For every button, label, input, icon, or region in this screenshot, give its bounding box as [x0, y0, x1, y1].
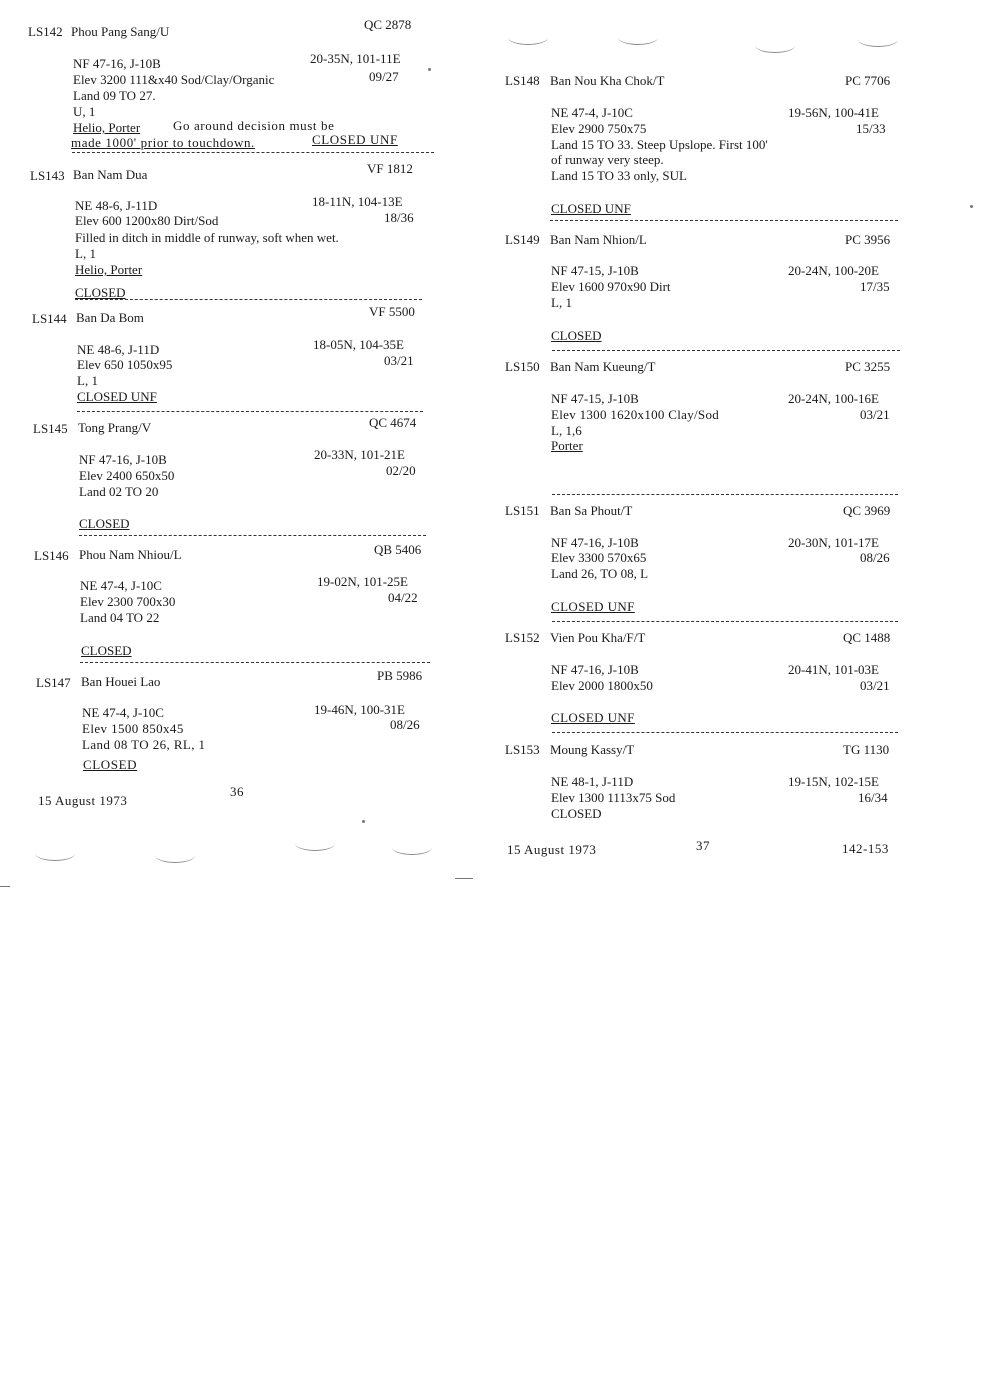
- coordinates: 20-33N, 101-21E: [314, 447, 405, 462]
- binder-hole-mark: [295, 836, 335, 851]
- status-badge: CLOSED UNF: [77, 389, 157, 404]
- runway-heading: 18/36: [384, 210, 414, 225]
- grid-ref: VF 1812: [367, 161, 413, 176]
- scan-edge-line: [455, 878, 473, 879]
- site-name: Vien Pou Kha/F/T: [550, 630, 646, 645]
- runway-heading: 16/34: [858, 790, 888, 805]
- site-name: Ban Houei Lao: [81, 674, 161, 689]
- grid-ref: PB 5986: [377, 668, 423, 683]
- page-range: 142-153: [842, 841, 889, 856]
- grid-ref: QB 5406: [374, 542, 422, 557]
- page-number: 36: [230, 784, 244, 799]
- chart-ref: NF 47-15, J-10B: [551, 391, 639, 406]
- scan-speck: [970, 205, 973, 208]
- elevation-line: Elev 650 1050x95: [77, 357, 173, 372]
- status-badge: CLOSED: [81, 643, 132, 658]
- scan-speck: [362, 820, 365, 823]
- status-badge: CLOSED UNF: [312, 132, 398, 147]
- separator-line: [80, 662, 430, 663]
- site-id: LS145: [33, 421, 68, 436]
- chart-ref: NF 47-16, J-10B: [551, 662, 639, 677]
- remark-line: Go around decision must be: [173, 118, 335, 133]
- elevation-line: Elev 2300 700x30: [80, 594, 176, 609]
- aircraft-type: Helio, Porter: [73, 120, 141, 135]
- chart-ref: NE 48-6, J-11D: [77, 342, 160, 357]
- remark-line: made 1000' prior to touchdown.: [71, 135, 255, 150]
- runway-heading: 08/26: [390, 717, 420, 732]
- status-badge: CLOSED: [551, 328, 602, 343]
- site-name: Ban Sa Phout/T: [550, 503, 633, 518]
- note-line: Land 15 TO 33 only, SUL: [551, 168, 687, 183]
- chart-ref: NF 47-15, J-10B: [551, 263, 639, 278]
- note-line: Land 26, TO 08, L: [551, 566, 649, 581]
- note-line: U, 1: [73, 104, 96, 119]
- site-id: LS147: [36, 675, 71, 690]
- note-line: Land 02 TO 20: [79, 484, 159, 499]
- site-name: Phou Nam Nhiou/L: [79, 547, 182, 562]
- binder-hole-mark: [155, 848, 195, 863]
- status-badge: CLOSED UNF: [551, 599, 635, 614]
- grid-ref: TG 1130: [843, 742, 890, 757]
- grid-ref: PC 7706: [845, 73, 891, 88]
- aircraft-type: Porter: [551, 438, 583, 453]
- note-line: L, 1: [77, 373, 98, 388]
- chart-ref: NE 47-4, J-10C: [80, 578, 162, 593]
- chart-ref: NF 47-16, J-10B: [79, 452, 167, 467]
- separator-line: [552, 494, 898, 495]
- site-id: LS150: [505, 359, 540, 374]
- separator-line: [552, 621, 898, 622]
- elevation-line: Elev 600 1200x80 Dirt/Sod: [75, 213, 219, 228]
- coordinates: 20-30N, 101-17E: [788, 535, 879, 550]
- chart-ref: NE 47-4, J-10C: [82, 705, 164, 720]
- coordinates: 20-35N, 101-11E: [310, 51, 401, 66]
- grid-ref: QC 3969: [843, 503, 891, 518]
- elevation-line: Elev 3200 111&x40 Sod/Clay/Organic: [73, 72, 275, 87]
- status-badge: CLOSED: [79, 516, 130, 531]
- site-name: Ban Nou Kha Chok/T: [550, 73, 665, 88]
- note-line: L, 1,6: [551, 423, 582, 438]
- elevation-line: Elev 1500 850x45: [82, 721, 184, 736]
- note-line: Filled in ditch in middle of runway, soft when wet.: [75, 230, 339, 245]
- coordinates: 20-24N, 100-16E: [788, 391, 879, 406]
- note-line: Land 09 TO 27.: [73, 88, 156, 103]
- binder-hole-mark: [858, 32, 898, 47]
- runway-heading: 08/26: [860, 550, 890, 565]
- runway-heading: 17/35: [860, 279, 890, 294]
- grid-ref: PC 3956: [845, 232, 891, 247]
- site-name: Ban Nam Nhion/L: [550, 232, 647, 247]
- chart-ref: NE 47-4, J-10C: [551, 105, 633, 120]
- site-name: Phou Pang Sang/U: [71, 24, 170, 39]
- site-name: Ban Nam Dua: [73, 167, 148, 182]
- site-id: LS152: [505, 630, 540, 645]
- aircraft-type: Helio, Porter: [75, 262, 143, 277]
- runway-heading: 03/21: [384, 353, 414, 368]
- site-id: LS153: [505, 742, 540, 757]
- page-number: 37: [696, 838, 710, 853]
- site-id: LS151: [505, 503, 540, 518]
- site-name: Moung Kassy/T: [550, 742, 635, 757]
- separator-line: [552, 350, 900, 351]
- runway-heading: 03/21: [860, 678, 890, 693]
- separator-line: [72, 152, 434, 153]
- separator-line: [79, 535, 426, 536]
- footer-date: 15 August 1973: [507, 842, 597, 857]
- left-page: [0, 0, 460, 880]
- grid-ref: QC 4674: [369, 415, 417, 430]
- site-id: LS146: [34, 548, 69, 563]
- status-badge: CLOSED UNF: [551, 201, 631, 216]
- chart-ref: NF 47-16, J-10B: [551, 535, 639, 550]
- binder-hole-mark: [755, 38, 795, 53]
- separator-line: [75, 299, 422, 300]
- elevation-line: Elev 2900 750x75: [551, 121, 647, 136]
- scan-speck: [428, 68, 431, 71]
- status-badge: CLOSED UNF: [551, 710, 635, 725]
- footer-date: 15 August 1973: [38, 793, 128, 808]
- grid-ref: PC 3255: [845, 359, 891, 374]
- runway-heading: 03/21: [860, 407, 890, 422]
- runway-heading: 04/22: [388, 590, 418, 605]
- coordinates: 19-15N, 102-15E: [788, 774, 879, 789]
- status-badge: CLOSED: [551, 806, 602, 821]
- binder-hole-mark: [392, 840, 432, 855]
- binder-hole-mark: [508, 30, 548, 45]
- coordinates: 19-56N, 100-41E: [788, 105, 879, 120]
- elevation-line: Elev 2400 650x50: [79, 468, 175, 483]
- runway-heading: 09/27: [369, 69, 399, 84]
- separator-line: [77, 411, 423, 412]
- site-name: Ban Da Bom: [76, 310, 144, 325]
- coordinates: 20-24N, 100-20E: [788, 263, 879, 278]
- grid-ref: QC 2878: [364, 17, 412, 32]
- coordinates: 20-41N, 101-03E: [788, 662, 879, 677]
- runway-heading: 15/33: [856, 121, 886, 136]
- note-line: of runway very steep.: [551, 152, 664, 167]
- elevation-line: Elev 1300 1620x100 Clay/Sod: [551, 407, 720, 422]
- scan-edge-line: [0, 886, 10, 887]
- chart-ref: NE 48-1, J-11D: [551, 774, 634, 789]
- note-line: L, 1: [551, 295, 572, 310]
- grid-ref: QC 1488: [843, 630, 891, 645]
- chart-ref: NF 47-16, J-10B: [73, 56, 161, 71]
- elevation-line: Elev 2000 1800x50: [551, 678, 653, 693]
- grid-ref: VF 5500: [369, 304, 415, 319]
- coordinates: 19-46N, 100-31E: [314, 702, 405, 717]
- binder-hole-mark: [618, 30, 658, 45]
- runway-heading: 02/20: [386, 463, 416, 478]
- site-name: Ban Nam Kueung/T: [550, 359, 656, 374]
- elevation-line: Elev 3300 570x65: [551, 550, 647, 565]
- site-id: LS148: [505, 73, 540, 88]
- separator-line: [550, 220, 898, 221]
- note-line: Land 15 TO 33. Steep Upslope. First 100': [551, 137, 768, 152]
- site-id: LS143: [30, 168, 65, 183]
- right-page: [470, 0, 1003, 880]
- note-line: Land 04 TO 22: [80, 610, 160, 625]
- site-id: LS149: [505, 232, 540, 247]
- site-id: LS142: [28, 24, 63, 39]
- elevation-line: Elev 1300 1113x75 Sod: [551, 790, 676, 805]
- status-badge: CLOSED: [75, 285, 126, 300]
- elevation-line: Elev 1600 970x90 Dirt: [551, 279, 671, 294]
- site-id: LS144: [32, 311, 67, 326]
- coordinates: 18-11N, 104-13E: [312, 194, 403, 209]
- binder-hole-mark: [35, 846, 75, 861]
- chart-ref: NE 48-6, J-11D: [75, 198, 158, 213]
- note-line: L, 1: [75, 246, 96, 261]
- coordinates: 18-05N, 104-35E: [313, 337, 404, 352]
- coordinates: 19-02N, 101-25E: [317, 574, 408, 589]
- separator-line: [552, 732, 898, 733]
- note-line: Land 08 TO 26, RL, 1: [82, 737, 206, 752]
- site-name: Tong Prang/V: [78, 420, 152, 435]
- status-badge: CLOSED: [83, 757, 138, 772]
